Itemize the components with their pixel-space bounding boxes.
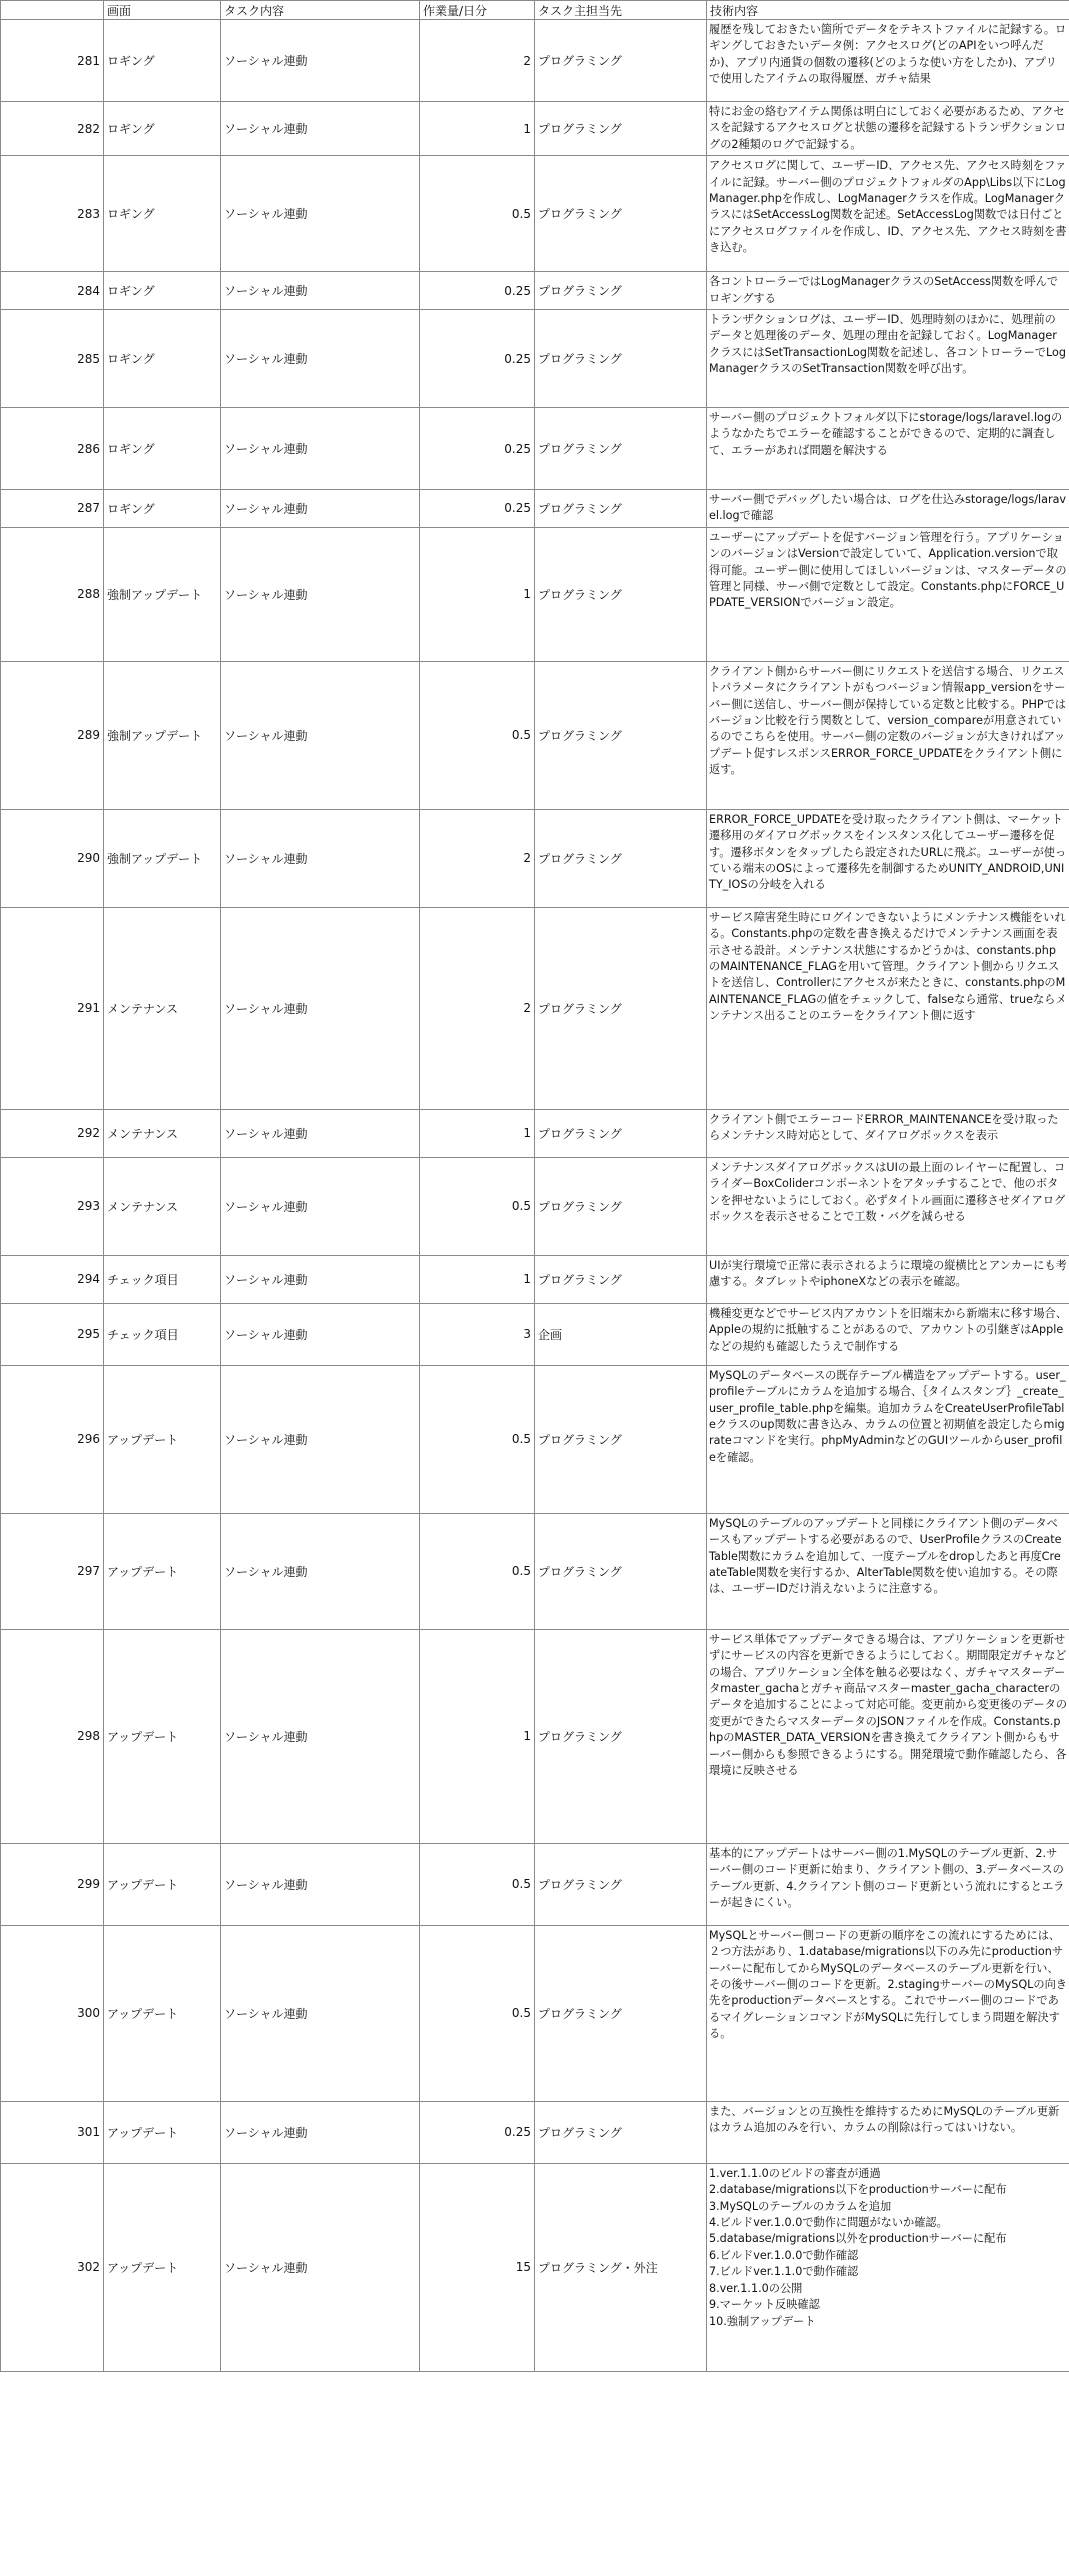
table-row bbox=[1, 1513, 1069, 1629]
workload-cell[interactable]: 0.25 bbox=[420, 2101, 535, 2163]
workload-cell[interactable]: 1 bbox=[420, 527, 535, 661]
task-cell[interactable]: ソーシャル連動 bbox=[221, 1925, 420, 2101]
screen-cell[interactable]: ロギング bbox=[104, 490, 221, 528]
owner-cell[interactable]: プログラミング bbox=[535, 1513, 707, 1629]
workload-cell[interactable]: 0.5 bbox=[420, 661, 535, 809]
owner-cell[interactable]: プログラミング bbox=[535, 310, 707, 408]
technical-cell[interactable]: 1.ver.1.1.0のビルドの審査が通過 2.database/migrations以下をproductionサーバーに配布 3.MySQLのテーブルのカラムを追加 4.ビルドver.1.0.0で動作に問題がないか確認。 5.database/migrations以外をproductionサーバーに配布 6.ビルドver.1.0.0で動作確認 7.ビルドver.1.1.0で動作確認 8.ver.1.1.0の公開 9.マーケット反映確認 10.強制アップデート bbox=[707, 2163, 1069, 2371]
row-number-cell[interactable]: 296 bbox=[1, 1365, 104, 1513]
owner-cell[interactable]: プログラミング bbox=[535, 1925, 707, 2101]
row-number-cell[interactable]: 299 bbox=[1, 1843, 104, 1925]
row-number-cell[interactable]: 301 bbox=[1, 2101, 104, 2163]
task-cell[interactable]: ソーシャル連動 bbox=[221, 310, 420, 408]
table-row bbox=[1, 1365, 1069, 1513]
task-cell[interactable]: ソーシャル連動 bbox=[221, 2163, 420, 2371]
task-cell[interactable]: ソーシャル連動 bbox=[221, 1629, 420, 1843]
owner-cell[interactable]: プログラミング bbox=[535, 156, 707, 272]
workload-cell[interactable]: 2 bbox=[420, 20, 535, 102]
technical-cell[interactable]: サービス単体でアップデータできる場合は、アプリケーションを更新せずにサービスの内容を更新できるようにしておく。期間限定ガチャなどの場合、アプリケーション全体を触る必要はなく、ガチャマスターデータmaster_gachaとガチャ商品マスターmaster_gacha_characterのデータを追加することによって対応可能。変更前から変更後のデータの変更ができたらマスターデータのJSONファイルを作成。Constants.phpのMASTER_DATA_VERSIONを書き換えてクライアント側からもサーバー側からも参照できるようにする。開発環境で動作確認したら、各環境に反映させる bbox=[707, 1629, 1069, 1843]
screen-cell[interactable]: ロギング bbox=[104, 156, 221, 272]
owner-cell[interactable]: プログラミング bbox=[535, 490, 707, 528]
workload-cell[interactable]: 0.25 bbox=[420, 272, 535, 310]
table-row bbox=[1, 102, 1069, 156]
row-number-cell[interactable]: 282 bbox=[1, 102, 104, 156]
row-number-cell[interactable]: 293 bbox=[1, 1157, 104, 1255]
task-cell[interactable]: ソーシャル連動 bbox=[221, 1843, 420, 1925]
workload-cell[interactable]: 2 bbox=[420, 809, 535, 907]
owner-cell[interactable]: プログラミング bbox=[535, 102, 707, 156]
row-number-cell[interactable]: 300 bbox=[1, 1925, 104, 2101]
technical-cell[interactable]: クライアント側でエラーコードERROR_MAINTENANCEを受け取ったらメンテナンス時対応として、ダイアログボックスを表示 bbox=[707, 1109, 1069, 1157]
table-row bbox=[1, 1303, 1069, 1365]
screen-cell[interactable]: チェック項目 bbox=[104, 1255, 221, 1303]
screen-cell[interactable]: ロギング bbox=[104, 408, 221, 490]
workload-cell[interactable]: 0.25 bbox=[420, 310, 535, 408]
header-cell-number[interactable] bbox=[1, 1, 104, 20]
screen-cell[interactable]: アップデート bbox=[104, 2163, 221, 2371]
screen-cell[interactable]: メンテナンス bbox=[104, 1109, 221, 1157]
workload-cell[interactable]: 3 bbox=[420, 1303, 535, 1365]
technical-cell[interactable]: MySQLのデータベースの既存テーブル構造をアップデートする。user_profileテーブルにカラムを追加する場合、｛タイムスタンプ｝_create_user_profile_table.phpを編集。追加カラムをCreateUserProfileTableクラスのup関数に書き込み、カラムの位置と初期値を設定したらmigrateコマンドを実行。phpMyAdminなどのGUIツールからuser_profileを確認。 bbox=[707, 1365, 1069, 1513]
table-row bbox=[1, 2101, 1069, 2163]
workload-cell[interactable]: 2 bbox=[420, 907, 535, 1109]
task-cell[interactable]: ソーシャル連動 bbox=[221, 20, 420, 102]
screen-cell[interactable]: アップデート bbox=[104, 1843, 221, 1925]
owner-cell[interactable]: プログラミング bbox=[535, 527, 707, 661]
owner-cell[interactable]: プログラミング bbox=[535, 1157, 707, 1255]
technical-cell[interactable]: 履歴を残しておきたい箇所でデータをテキストファイルに記録する。ロギングしておきたいデータ例：アクセスログ(どのAPIをいつ呼んだか)、アプリ内通貨の個数の遷移(どのような使い方をしたか)、アプリで使用したアイテムの取得履歴、ガチャ結果 bbox=[707, 20, 1069, 102]
table-row bbox=[1, 1843, 1069, 1925]
row-number-cell[interactable]: 291 bbox=[1, 907, 104, 1109]
screen-cell[interactable]: ロギング bbox=[104, 310, 221, 408]
header-cell-workload[interactable]: 作業量/日分 bbox=[420, 1, 535, 20]
table-row bbox=[1, 809, 1069, 907]
owner-cell[interactable]: プログラミング・外注 bbox=[535, 2163, 707, 2371]
task-cell[interactable]: ソーシャル連動 bbox=[221, 1255, 420, 1303]
owner-cell[interactable]: プログラミング bbox=[535, 1255, 707, 1303]
task-cell[interactable]: ソーシャル連動 bbox=[221, 1109, 420, 1157]
owner-cell[interactable]: プログラミング bbox=[535, 272, 707, 310]
screen-cell[interactable]: ロギング bbox=[104, 272, 221, 310]
technical-cell[interactable]: サービス障害発生時にログインできないようにメンテナンス機能をいれる。Constants.phpの定数を書き換えるだけでメンテナンス画面を表示させる設計。メンテナンス状態にするかどうかは、constants.phpのMAINTENANCE_FLAGを用いて管理。クライアント側からリクエストを送信し、Controllerにアクセスが来たときに、constants.phpのMAINTENANCE_FLAGの値をチェックして、falseなら通常、trueならメンテナンス出ることのエラーをクライアント側に返す bbox=[707, 907, 1069, 1109]
workload-cell[interactable]: 0.5 bbox=[420, 1365, 535, 1513]
task-cell[interactable]: ソーシャル連動 bbox=[221, 809, 420, 907]
owner-cell[interactable]: プログラミング bbox=[535, 2101, 707, 2163]
task-cell[interactable]: ソーシャル連動 bbox=[221, 527, 420, 661]
screen-cell[interactable]: ロギング bbox=[104, 20, 221, 102]
owner-cell[interactable]: プログラミング bbox=[535, 1629, 707, 1843]
row-number-cell[interactable]: 295 bbox=[1, 1303, 104, 1365]
table-row bbox=[1, 408, 1069, 490]
table-row bbox=[1, 661, 1069, 809]
table-body bbox=[1, 20, 1069, 2372]
technical-cell[interactable]: 機種変更などでサービス内アカウントを旧端末から新端末に移す場合、Appleの規約に抵触することがあるので、アカウントの引継ぎはAppleなどの規約も確認したうえで制作する bbox=[707, 1303, 1069, 1365]
screen-cell[interactable]: アップデート bbox=[104, 1925, 221, 2101]
table-row bbox=[1, 310, 1069, 408]
technical-cell[interactable]: アクセスログに関して、ユーザーID、アクセス先、アクセス時刻をファイルに記録。サーバー側のプロジェクトフォルダのApp\Libs以下にLogManager.phpを作成し、LogManagerクラスを作成。LogManagerクラスにはSetAccessLog関数を記述。SetAccessLog関数では日付ごとにアクセスログファイルを作成し、ID、アクセス先、アクセス時刻を書き込む。 bbox=[707, 156, 1069, 272]
row-number-cell[interactable]: 285 bbox=[1, 310, 104, 408]
row-number-cell[interactable]: 289 bbox=[1, 661, 104, 809]
task-cell[interactable]: ソーシャル連動 bbox=[221, 661, 420, 809]
table-row bbox=[1, 490, 1069, 528]
row-number-cell[interactable]: 294 bbox=[1, 1255, 104, 1303]
technical-cell[interactable]: サーバー側でデバッグしたい場合は、ログを仕込みstorage/logs/laravel.logで確認 bbox=[707, 490, 1069, 528]
technical-cell[interactable]: ERROR_FORCE_UPDATEを受け取ったクライアント側は、マーケット遷移用のダイアログボックスをインスタンス化してユーザー遷移を促す。遷移ボタンをタップしたら設定されたURLに飛ぶ。ユーザーが使っている端末のOSによって遷移先を制御するためUNITY_ANDROID,UNITY_IOSの分岐を入れる bbox=[707, 809, 1069, 907]
table-row bbox=[1, 1109, 1069, 1157]
workload-cell[interactable]: 0.5 bbox=[420, 1925, 535, 2101]
owner-cell[interactable]: プログラミング bbox=[535, 408, 707, 490]
task-cell[interactable]: ソーシャル連動 bbox=[221, 490, 420, 528]
technical-cell[interactable]: 基本的にアップデートはサーバー側の1.MySQLのテーブル更新、2.サーバー側のコード更新に始まり、クライアント側の、3.データベースのテーブル更新、4.クライアント側のコード更新という流れにするとエラーが起きにくい。 bbox=[707, 1843, 1069, 1925]
screen-cell[interactable]: ロギング bbox=[104, 102, 221, 156]
row-number-cell[interactable]: 287 bbox=[1, 490, 104, 528]
table-row bbox=[1, 272, 1069, 310]
screen-cell[interactable]: 強制アップデート bbox=[104, 661, 221, 809]
row-number-cell[interactable]: 297 bbox=[1, 1513, 104, 1629]
task-cell[interactable]: ソーシャル連動 bbox=[221, 1513, 420, 1629]
table-row bbox=[1, 156, 1069, 272]
table-row bbox=[1, 1925, 1069, 2101]
technical-cell[interactable]: サーバー側のプロジェクトフォルダ以下にstorage/logs/laravel.logのようなかたちでエラーを確認することができるので、定期的に調査して、エラーがあれば問題を解決する bbox=[707, 408, 1069, 490]
screen-cell[interactable]: 強制アップデート bbox=[104, 527, 221, 661]
technical-cell[interactable]: MySQLのテーブルのアップデートと同様にクライアント側のデータベースもアップデートする必要があるので、UserProfileクラスのCreateTable関数にカラムを追加して、一度テーブルをdropしたあと再度CreateTable関数を実行するか、AlterTable関数を使い追加する。その際は、ユーザーIDだけ消えないように注意する。 bbox=[707, 1513, 1069, 1629]
row-number-cell[interactable]: 283 bbox=[1, 156, 104, 272]
table-row bbox=[1, 1255, 1069, 1303]
workload-cell[interactable]: 0.5 bbox=[420, 1513, 535, 1629]
screen-cell[interactable]: 強制アップデート bbox=[104, 809, 221, 907]
header-cell-technical[interactable]: 技術内容 bbox=[707, 1, 1069, 20]
table-row bbox=[1, 527, 1069, 661]
owner-cell[interactable]: プログラミング bbox=[535, 661, 707, 809]
workload-cell[interactable]: 1 bbox=[420, 1629, 535, 1843]
task-cell[interactable]: ソーシャル連動 bbox=[221, 1303, 420, 1365]
row-number-cell[interactable]: 286 bbox=[1, 408, 104, 490]
header-cell-owner[interactable]: タスク主担当先 bbox=[535, 1, 707, 20]
workload-cell[interactable]: 1 bbox=[420, 1255, 535, 1303]
table-row bbox=[1, 1629, 1069, 1843]
task-cell[interactable]: ソーシャル連動 bbox=[221, 1365, 420, 1513]
task-cell[interactable]: ソーシャル連動 bbox=[221, 102, 420, 156]
table-row bbox=[1, 2163, 1069, 2371]
technical-cell[interactable]: ユーザーにアップデートを促すバージョン管理を行う。アプリケーションのバージョンはVersionで設定していて、Application.versionで取得可能。ユーザー側に使用してほしいバージョンは、マスターデータの管理と同様、サーバ側で定数として設定。Constants.phpにFORCE_UPDATE_VERSIONでバージョン設定。 bbox=[707, 527, 1069, 661]
technical-cell[interactable]: 各コントローラーではLogManagerクラスのSetAccess関数を呼んでロギングする bbox=[707, 272, 1069, 310]
workload-cell[interactable]: 0.5 bbox=[420, 1157, 535, 1255]
owner-cell[interactable]: プログラミング bbox=[535, 1365, 707, 1513]
row-number-cell[interactable]: 292 bbox=[1, 1109, 104, 1157]
owner-cell[interactable]: プログラミング bbox=[535, 1843, 707, 1925]
technical-cell[interactable]: トランザクションログは、ユーザーID、処理時刻のほかに、処理前のデータと処理後のデータ、処理の理由を記録しておく。LogManagerクラスにはSetTransactionLog関数を記述し、各コントローラーでLogManagerクラスのSetTransaction関数を呼び出す。 bbox=[707, 310, 1069, 408]
screen-cell[interactable]: チェック項目 bbox=[104, 1303, 221, 1365]
technical-cell[interactable]: メンテナンスダイアログボックスはUIの最上面のレイヤーに配置し、コライダーBoxColiderコンポーネントをアタッチすることで、他のボタンを押せないようにしておく。必ずタイトル画面に遷移させダイアログボックスを表示させることで工数・バグを減らせる bbox=[707, 1157, 1069, 1255]
owner-cell[interactable]: 企画 bbox=[535, 1303, 707, 1365]
technical-cell[interactable]: UIが実行環境で正常に表示されるように環境の縦横比とアンカーにも考慮する。タブレットやiphoneXなどの表示を確認。 bbox=[707, 1255, 1069, 1303]
screen-cell[interactable]: アップデート bbox=[104, 1629, 221, 1843]
technical-cell[interactable]: クライアント側からサーバー側にリクエストを送信する場合、リクエストパラメータにクライアントがもつバージョン情報app_versionをサーバー側に送信し、サーバー側が保持している定数と比較する。PHPではバージョン比較を行う関数として、version_compareが用意されているのでこちらを使用。サーバー側の定数のバージョンが大きければアップデート促すレスポンスERROR_FORCE_UPDATEをクライアント側に返す。 bbox=[707, 661, 1069, 809]
workload-cell[interactable]: 0.25 bbox=[420, 408, 535, 490]
row-number-cell[interactable]: 302 bbox=[1, 2163, 104, 2371]
table-row bbox=[1, 1157, 1069, 1255]
workload-cell[interactable]: 0.25 bbox=[420, 490, 535, 528]
task-cell[interactable]: ソーシャル連動 bbox=[221, 2101, 420, 2163]
screen-cell[interactable]: アップデート bbox=[104, 2101, 221, 2163]
screen-cell[interactable]: アップデート bbox=[104, 1365, 221, 1513]
workload-cell[interactable]: 0.5 bbox=[420, 1843, 535, 1925]
header-row bbox=[1, 1, 1069, 20]
screen-cell[interactable]: メンテナンス bbox=[104, 907, 221, 1109]
task-cell[interactable]: ソーシャル連動 bbox=[221, 907, 420, 1109]
technical-cell[interactable]: 特にお金の絡むアイテム関係は明白にしておく必要があるため、アクセスを記録するアクセスログと状態の遷移を記録するトランザクションログの2種類のログで記録する。 bbox=[707, 102, 1069, 156]
table-row bbox=[1, 20, 1069, 102]
owner-cell[interactable]: プログラミング bbox=[535, 1109, 707, 1157]
screen-cell[interactable]: アップデート bbox=[104, 1513, 221, 1629]
screen-cell[interactable]: メンテナンス bbox=[104, 1157, 221, 1255]
workload-cell[interactable]: 1 bbox=[420, 102, 535, 156]
owner-cell[interactable]: プログラミング bbox=[535, 907, 707, 1109]
row-number-cell[interactable]: 290 bbox=[1, 809, 104, 907]
task-cell[interactable]: ソーシャル連動 bbox=[221, 1157, 420, 1255]
technical-cell[interactable]: また、バージョンとの互換性を維持するためにMySQLのテーブル更新はカラム追加のみを行い、カラムの削除は行ってはいけない。 bbox=[707, 2101, 1069, 2163]
workload-cell[interactable]: 1 bbox=[420, 1109, 535, 1157]
task-cell[interactable]: ソーシャル連動 bbox=[221, 272, 420, 310]
row-number-cell[interactable]: 298 bbox=[1, 1629, 104, 1843]
workload-cell[interactable]: 15 bbox=[420, 2163, 535, 2371]
header-cell-screen[interactable]: 画面 bbox=[104, 1, 221, 20]
task-cell[interactable]: ソーシャル連動 bbox=[221, 156, 420, 272]
technical-cell[interactable]: MySQLとサーバー側コードの更新の順序をこの流れにするためには、２つ方法があり、1.database/migrations以下のみ先にproductionサーバーに配布してからMySQLのデータベースのテーブル更新を行い、その後サーバー側のコードを更新。2.stagingサーバーのMySQLの向き先をproductionデータベースとする。これでサーバー側のコードであるマイグレーションコマンドがMySQLに先行してしまう問題を解決する。 bbox=[707, 1925, 1069, 2101]
workload-cell[interactable]: 0.5 bbox=[420, 156, 535, 272]
table-row bbox=[1, 907, 1069, 1109]
row-number-cell[interactable]: 281 bbox=[1, 20, 104, 102]
header-cell-task[interactable]: タスク内容 bbox=[221, 1, 420, 20]
row-number-cell[interactable]: 288 bbox=[1, 527, 104, 661]
task-cell[interactable]: ソーシャル連動 bbox=[221, 408, 420, 490]
row-number-cell[interactable]: 284 bbox=[1, 272, 104, 310]
owner-cell[interactable]: プログラミング bbox=[535, 809, 707, 907]
owner-cell[interactable]: プログラミング bbox=[535, 20, 707, 102]
